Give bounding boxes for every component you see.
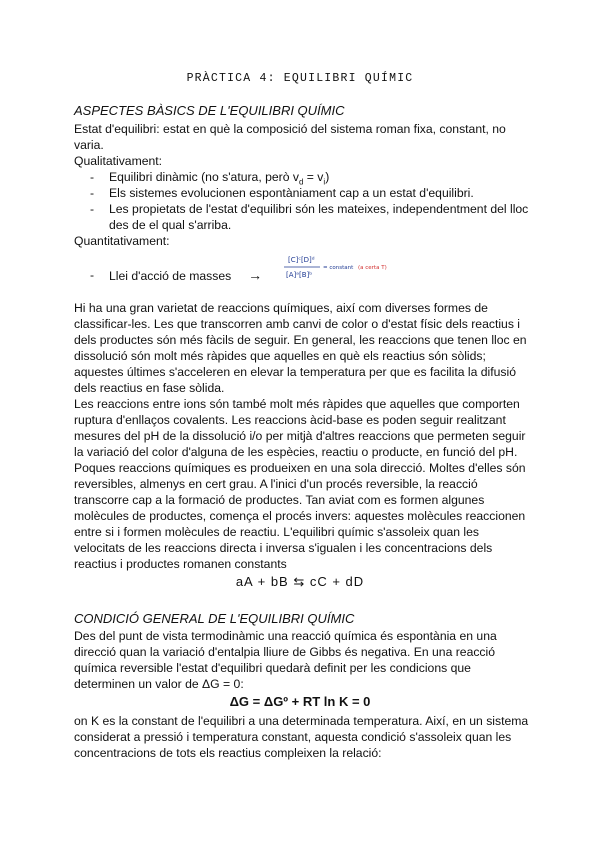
text-line: on K es la constant de l'equilibri a una determinada temperatura. Així, en un sistema [74, 714, 529, 728]
formula-denominator: [A]ᵃ[B]ᵇ [286, 271, 313, 279]
text-line: aquestes últimes s'acceleren en elevar la temperatura per que es facilita la difusió [74, 365, 516, 379]
text-line: Les reaccions entre ions són també molt més ràpides que aquelles que comporten [74, 397, 520, 411]
bullet-text: Els sistemes evolucionen espontàniament cap a un estat d'equilibri. [109, 186, 474, 200]
arrow-icon: → [248, 267, 263, 283]
text-line: molècules de productes, comença el procés invers: aquestes molècules reaccionen [74, 509, 526, 523]
formula-equals-constant: = constant [323, 265, 354, 271]
bullet-text: Les propietats de l'estat d'equilibri són les mateixes, independentment del lloc [109, 202, 529, 216]
text-line: mesures del pH de la dissolució i/o per mitjà d'altres reaccions que permeten seguir [74, 429, 526, 443]
bullet-dash: - [90, 186, 95, 200]
reaction-equation: aA + bB ⇆ cC + dD [235, 574, 365, 589]
qualitativament-label: Qualitativament: [74, 154, 163, 168]
text-line: Des del punt de vista termodinàmic una reacció química és espontània en una [74, 629, 497, 643]
formula-red-note: (a certa T) [358, 265, 387, 271]
text-line: química reversible l'estat d'equilibri quedarà definit per les condicions que [74, 661, 471, 675]
text-line: dissolució són molt més ràpides que aquelles en què els reactius són sòlids; [74, 349, 486, 363]
text-line: considerat a pressió i temperatura constant, aquesta condició s'assoleix quan les [74, 730, 512, 744]
text-line: entre si i formen molècules de reactiu. L'equilibri químic s'assoleix quan les [74, 525, 480, 539]
text-line: direcció quan la variació d'entalpia lliure de Gibbs és negativa. En una reacció [74, 645, 496, 659]
section-heading-aspectes: ASPECTES BÀSICS DE L'EQUILIBRI QUÍMIC [74, 103, 345, 118]
formula-numerator: [C]ᶜ[D]ᵈ [288, 256, 315, 264]
text-line: velocitats de les reaccions directa i inversa s'igualen i les concentracions dels [74, 541, 493, 555]
estat-line-2: varia. [74, 138, 104, 152]
estat-line-1: Estat d'equilibri: estat en què la composició del sistema roman fixa, constant, no [74, 122, 506, 136]
text-line: reversibles, almenys en cert grau. A l'inici d'un procés reversible, la reacció [74, 477, 478, 491]
quantitativament-label: Quantitativament: [74, 234, 170, 248]
page-title: PRÀCTICA 4: EQUILIBRI QUÍMIC [186, 72, 414, 85]
gibbs-equation: ΔG = ΔGº + RT ln K = 0 [229, 694, 371, 709]
text-line: reactius i productes romanen constants [74, 557, 287, 571]
text-line: transcorre cap a la formació de productes. Tan aviat com es formen algunes [74, 493, 485, 507]
mass-action-formula [282, 252, 392, 282]
text-line: ruptura d'enllaços covalents. Les reaccions àcid-base es poden seguir realitzant [74, 413, 506, 427]
text-line: classificar-les. Les que transcorren amb canvi de color o d'estat físic dels reactius i [74, 317, 521, 331]
bullet-text: des de el qual s'arriba. [109, 218, 232, 232]
text-line: dels reactius en fase sòlida. [74, 381, 225, 395]
text-line: la variació del color d'alguna de les espècies, reactiu o producte, en funció del pH. [74, 445, 518, 459]
text-line: dels productes són més fàcils de seguir. En general, les reaccions que tenen lloc en [74, 333, 527, 347]
text-line: Hi ha una gran varietat de reaccions químiques, així com diverses formes de [74, 301, 488, 315]
bullet-dash: - [90, 170, 95, 184]
bullet-dash: - [90, 202, 95, 216]
text-line: Poques reaccions químiques es produeixen en una sola direcció. Moltes d'elles són [74, 461, 526, 475]
text-line: determinen un valor de ΔG = 0: [74, 677, 244, 691]
bullet-dash: - [90, 268, 95, 282]
section-heading-condicio: CONDICIÓ GENERAL DE L'EQUILIBRI QUÍMIC [74, 611, 355, 626]
bullet-text: Equilibri dinàmic (no s'atura, però $v_d = v_i$) [109, 170, 330, 187]
bullet-text: Llei d'acció de masses → [109, 267, 263, 283]
text-line: concentracions de tots els reactius compleixen la relació: [74, 746, 382, 760]
